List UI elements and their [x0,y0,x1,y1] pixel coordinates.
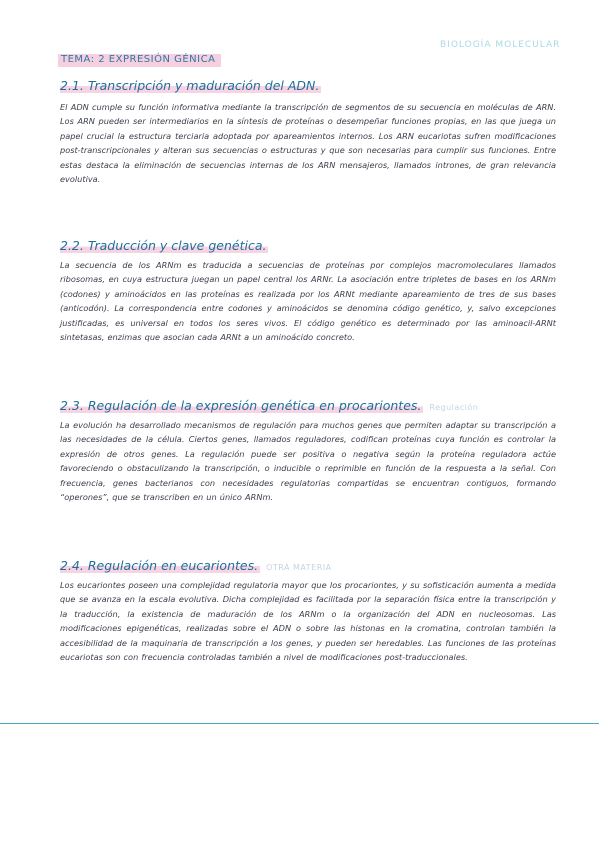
section-body-2-2: La secuencia de los ARNm es traducida a secuencias de proteínas por complejos macromoleculares llamados ribosomas, en cuya estructura juegan un papel central los ARNr. La asociación entre tripletes de bases en los ARNm (codones) y aminoácidos en las proteínas es realizada por los ARNt mediante apareamiento de tres de sus bases (anticodón). La correspondencia entre codones y aminoácidos se denomina código genético, y, salvo excepciones justificadas, es universal en todos los seres vivos. El código genético es determinado por las aminoacil-ARNt sintetasas, enzimas que asocian cada ARNt a un aminoácido concreto. [60,260,556,343]
section-heading-text: 2.2. Traducción y clave genética. [60,238,267,253]
section-heading-text: 2.1. Transcripción y maduración del ADN. [60,78,320,93]
subject-watermark: BIOLOGÍA MOLECULAR [440,40,561,50]
section-heading-2-3 [60,398,478,415]
section-note: OTRA MATERIA [266,563,332,572]
section-body-2-4: Los eucariontes poseen una complejidad regulatoria mayor que los procariontes, y su sofisticación aumenta a medida que se avanza en la escala evolutiva. Dicha complejidad es facilitada por la separación física entre la transcripción y la traducción, la existencia de maduración de los ARNm o la organización del ADN en nucleosomas. Las modificaciones epigenéticas, realizadas sobre el ADN o sobre las histonas en la cromatina, controlan también la accesibilidad de la maquinaria de transcripción a los genes, y pueden ser heredables. Las funciones de las proteínas eucariotas son con frecuencia controladas también a nivel de modificaciones post-traduccionales. [60,580,556,663]
section-note: Regulación [429,403,479,412]
section-heading-text: 2.4. Regulación en eucariontes. [60,558,259,573]
section-heading-2-1 [60,78,321,93]
section-heading-text: 2.3. Regulación de la expresión genética en procariontes. [60,398,422,413]
section-heading-2-4 [60,558,332,575]
section-heading-2-2 [60,238,268,253]
section-body-2-1: El ADN cumple su función informativa mediante la transcripción de segmentos de su secuencia en moléculas de ARN. Los ARN pueden ser intermediarios en la síntesis de proteínas o desempeñar funciones propias, en las que juega un papel crucial la estructura terciaria adoptada por apareamientos internos. Los ARN eucariotas sufren modificaciones post-transcripcionales y alteran sus secuencias o estructuras y que son necesarias para cumplir sus funciones. Entre estas destaca la eliminación de secuencias internas de los ARN mensajeros, llamados intrones, de gran relevancia evolutiva. [60,102,556,185]
page-divider-line [0,723,599,724]
section-body-2-3: La evolución ha desarrollado mecanismos de regulación para muchos genes que permiten adaptar su transcripción a las necesidades de la célula. Ciertos genes, llamados reguladores, codifican proteínas cuya función es controlar la expresión de otros genes. La regulación puede ser positiva o negativa según la proteína reguladora actúe favoreciendo o obstaculizando la transcripción, o inducible o reprimible en función de la respuesta a la señal. Con frecuencia, genes bacterianos con necesidades regulatorias compartidas se encuentran contiguos, formando “operones”, que se transcriben en un único ARNm. [60,420,556,503]
topic-title: TEMA: 2 EXPRESIÓN GÉNICA [58,54,221,67]
